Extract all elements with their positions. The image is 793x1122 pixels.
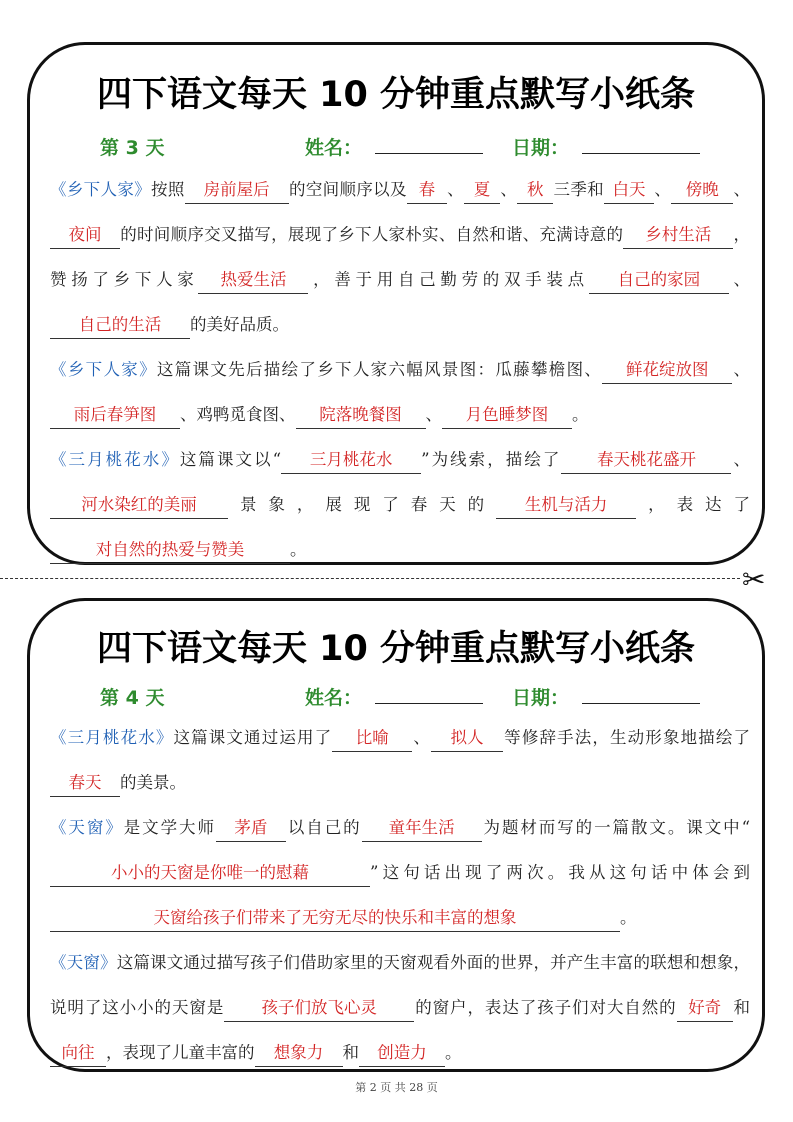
text: 和 bbox=[732, 998, 751, 1017]
text: 、 bbox=[728, 270, 751, 289]
book-title: 《乡下人家》 bbox=[50, 360, 157, 379]
day-label: 第 3 天 bbox=[100, 137, 165, 159]
text: 、 bbox=[425, 405, 442, 424]
paragraph-2 bbox=[50, 805, 750, 940]
dictation-card-day3 bbox=[27, 42, 765, 565]
text: 这篇课文通过描写孩子们借助家里的天窗观看外面的世界，并产生丰富的联想和想象，说明了这小小的天窗是 bbox=[50, 953, 751, 1017]
answer-blank[interactable]: 月色睡梦图 bbox=[442, 402, 572, 429]
paragraph-1 bbox=[50, 167, 750, 347]
paragraph-3 bbox=[50, 437, 750, 572]
text: 。 bbox=[290, 540, 307, 559]
text: 三季和 bbox=[553, 180, 605, 199]
day-label: 第 4 天 bbox=[100, 687, 165, 709]
answer-blank[interactable]: 童年生活 bbox=[362, 815, 482, 842]
text: 的时间顺序交叉描写，展现了乡下人家朴实、自然和谐、充满诗意的 bbox=[120, 225, 624, 244]
name-blank[interactable] bbox=[375, 133, 483, 154]
paragraph-2 bbox=[50, 347, 750, 437]
page-footer: 第 2 页 共 28 页 bbox=[355, 1081, 438, 1094]
name-label: 姓名： bbox=[305, 687, 363, 709]
answer-blank[interactable]: 天窗给孩子们带来了无穷无尽的快乐和丰富的想象 bbox=[50, 905, 620, 932]
card-title: 四下语文每天 10 分钟重点默写小纸条 bbox=[96, 629, 696, 669]
answer-blank[interactable]: 想象力 bbox=[255, 1040, 343, 1067]
text: 的美好品质。 bbox=[190, 315, 289, 334]
text: 、 bbox=[733, 180, 751, 199]
text: 、 bbox=[732, 360, 750, 379]
answer-blank[interactable]: 河水染红的美丽 bbox=[50, 492, 228, 519]
answer-blank[interactable]: 拟人 bbox=[431, 725, 503, 752]
text: 和 bbox=[342, 1043, 359, 1062]
text: ，表现了儿童丰富的 bbox=[106, 1043, 255, 1062]
text: 的空间顺序以及 bbox=[288, 180, 407, 199]
answer-blank[interactable]: 对自然的热爱与赞美 bbox=[50, 537, 290, 564]
text: 、鸡鸭觅食图、 bbox=[180, 405, 296, 424]
answer-blank[interactable]: 院落晚餐图 bbox=[296, 402, 426, 429]
name-blank[interactable] bbox=[375, 683, 483, 704]
answer-blank[interactable]: 三月桃花水 bbox=[281, 447, 421, 474]
text: ，表达了 bbox=[636, 495, 751, 514]
answer-blank[interactable]: 夏 bbox=[464, 177, 500, 204]
answer-blank[interactable]: 生机与活力 bbox=[496, 492, 636, 519]
answer-blank[interactable]: 孩子们放飞心灵 bbox=[224, 995, 414, 1022]
answer-blank[interactable]: 春天 bbox=[50, 770, 120, 797]
text: 。 bbox=[572, 405, 589, 424]
text: 、 bbox=[412, 728, 432, 747]
card-body bbox=[50, 715, 750, 1075]
date-label: 日期： bbox=[512, 137, 570, 159]
answer-blank[interactable]: 自己的生活 bbox=[50, 312, 190, 339]
answer-blank[interactable]: 白天 bbox=[604, 177, 654, 204]
answer-blank[interactable]: 热爱生活 bbox=[198, 267, 308, 294]
date-blank[interactable] bbox=[582, 683, 700, 704]
text: ”为线索，描绘了 bbox=[421, 450, 562, 469]
text: 是文学大师 bbox=[123, 818, 216, 837]
paragraph-3 bbox=[50, 940, 750, 1075]
answer-blank[interactable]: 比喻 bbox=[332, 725, 412, 752]
text: 的窗户，表达了孩子们对大自然的 bbox=[414, 998, 677, 1017]
text: 的美景。 bbox=[120, 773, 186, 792]
answer-blank[interactable]: 茅盾 bbox=[216, 815, 286, 842]
answer-blank[interactable]: 傍晚 bbox=[671, 177, 733, 204]
answer-blank[interactable]: 向往 bbox=[50, 1040, 106, 1067]
card-title: 四下语文每天 10 分钟重点默写小纸条 bbox=[96, 75, 696, 115]
answer-blank[interactable]: 夜间 bbox=[50, 222, 120, 249]
text: 、 bbox=[500, 180, 518, 199]
answer-blank[interactable]: 春 bbox=[407, 177, 447, 204]
text: 这篇课文先后描绘了乡下人家六幅风景图：瓜藤攀檐图、 bbox=[156, 360, 603, 379]
text: ，赞扬了乡下人家 bbox=[50, 225, 750, 289]
scissors-icon: ✂ bbox=[742, 563, 766, 596]
text: 这篇课文以“ bbox=[179, 450, 282, 469]
text: 、 bbox=[446, 180, 465, 199]
book-title: 《天窗》 bbox=[50, 953, 117, 972]
text: 等修辞手法，生动形象地描绘了 bbox=[503, 728, 750, 747]
text: ”这句话出现了两次。我从这句话中体会到 bbox=[370, 863, 750, 882]
answer-blank[interactable]: 鲜花绽放图 bbox=[602, 357, 732, 384]
card-meta bbox=[30, 683, 762, 713]
answer-blank[interactable]: 雨后春笋图 bbox=[50, 402, 180, 429]
text: 按照 bbox=[151, 180, 185, 199]
card-meta bbox=[30, 133, 762, 163]
answer-blank[interactable]: 自己的家园 bbox=[589, 267, 729, 294]
card-body bbox=[50, 167, 750, 572]
text: 。 bbox=[445, 1043, 462, 1062]
text: 这篇课文通过运用了 bbox=[173, 728, 333, 747]
answer-blank[interactable]: 好奇 bbox=[677, 995, 733, 1022]
text: 、 bbox=[731, 450, 751, 469]
date-blank[interactable] bbox=[582, 133, 700, 154]
text: 景象，展现了春天的 bbox=[228, 495, 497, 514]
answer-blank[interactable]: 创造力 bbox=[359, 1040, 445, 1067]
text: 、 bbox=[654, 180, 672, 199]
paragraph-1 bbox=[50, 715, 750, 805]
answer-blank[interactable]: 春天桃花盛开 bbox=[561, 447, 731, 474]
answer-blank[interactable]: 房前屋后 bbox=[185, 177, 289, 204]
text: 以自己的 bbox=[285, 818, 362, 837]
book-title: 《三月桃花水》 bbox=[50, 728, 174, 747]
cut-line bbox=[0, 578, 740, 579]
answer-blank[interactable]: 秋 bbox=[517, 177, 553, 204]
date-label: 日期： bbox=[512, 687, 570, 709]
book-title: 《天窗》 bbox=[50, 818, 124, 837]
text: 。 bbox=[620, 908, 637, 927]
text: ，善于用自己勤劳的双手装点 bbox=[308, 270, 589, 289]
book-title: 《乡下人家》 bbox=[50, 180, 151, 199]
name-label: 姓名： bbox=[305, 137, 363, 159]
book-title: 《三月桃花水》 bbox=[50, 450, 180, 469]
answer-blank[interactable]: 小小的天窗是你唯一的慰藉 bbox=[50, 860, 370, 887]
dictation-card-day4 bbox=[27, 598, 765, 1072]
text: 为题材而写的一篇散文。课文中“ bbox=[481, 818, 751, 837]
answer-blank[interactable]: 乡村生活 bbox=[623, 222, 733, 249]
